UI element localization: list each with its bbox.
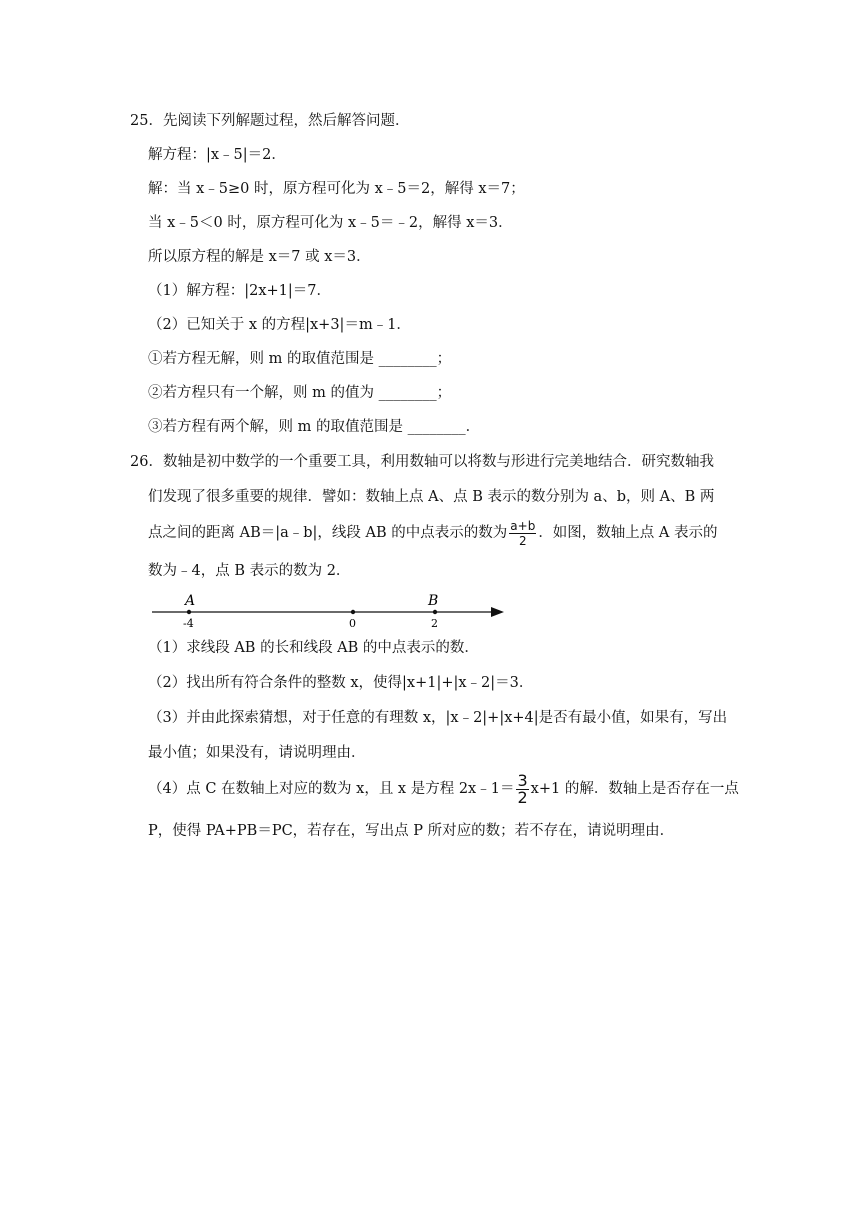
tick-label-a: -4 [183,617,194,630]
q26-part-1: （1）求线段 AB 的长和线段 AB 的中点表示的数． [148,640,479,656]
tick-label-b: 2 [431,617,438,630]
q26-part-3-line-1: （3）并由此探索猜想，对于任意的有理数 x，|x﹣2|+|x+4|是否有最小值，如果有，写出 [148,710,728,726]
point-b-dot [433,610,437,614]
q25-solution-line-2: 当 x﹣5＜0 时，原方程可化为 x﹣5＝﹣2，解得 x＝3． [148,215,513,231]
point-a-dot [187,610,191,614]
q26-line-3-text-b: ．如图，数轴上点 A 表示的 [538,525,718,541]
point-b-label: B [428,593,439,609]
origin-dot [351,610,355,614]
fraction-a-plus-b-over-2 [509,519,536,548]
tick-label-origin: 0 [349,617,356,630]
q26-part-4-line-1 [148,772,739,806]
fraction-denominator: 2 [509,533,536,548]
q26-part-3-line-2: 最小值；如果没有，请说明理由． [148,745,366,761]
number-line-figure [148,590,508,630]
q25-equation: 解方程：|x﹣5|＝2． [148,147,286,163]
fraction-numerator: 3 [517,770,528,790]
fraction-3-over-2 [516,770,528,807]
q26-part-4-text-a: （4）点 C 在数轴上对应的数为 x，且 x 是方程 2x﹣1＝ [148,781,515,797]
fraction-numerator: a+b [510,518,536,533]
q25-sub-3: ③若方程有两个解，则 m 的取值范围是 ________． [148,419,481,435]
q25-part-2: （2）已知关于 x 的方程|x+3|＝m﹣1． [148,317,411,333]
q26-line-2: 们发现了很多重要的规律．譬如：数轴上点 A、点 B 表示的数分别为 a、b，则 A、B 两 [148,489,715,505]
point-a-label: A [185,593,196,609]
fraction-denominator: 2 [517,787,528,807]
q26-line-3-text-a: 点之间的距离 AB＝|a﹣b|，线段 AB 的中点表示的数为 [148,525,508,541]
q26-part-4-line-2: P，使得 PA+PB＝PC，若存在，写出点 P 所对应的数；若不存在，请说明理由． [148,823,675,839]
q26-part-4-text-b: x+1 的解．数轴上是否存在一点 [530,781,739,797]
q25-sub-1: ①若方程无解，则 m 的取值范围是 ________； [148,351,452,367]
q26-line-4: 数为﹣4，点 B 表示的数为 2． [148,563,351,579]
q25-part-1: （1）解方程：|2x+1|＝7． [148,283,331,299]
q25-solution-line-1: 解：当 x﹣5≥0 时，原方程可化为 x﹣5＝2，解得 x＝7； [148,181,525,197]
q25-solution-line-3: 所以原方程的解是 x＝7 或 x＝3． [148,249,371,265]
q26-part-2: （2）找出所有符合条件的整数 x，使得|x+1|+|x﹣2|＝3． [148,675,534,691]
q25-intro: 25．先阅读下列解题过程，然后解答问题． [130,113,410,129]
q26-line-1: 26．数轴是初中数学的一个重要工具，利用数轴可以将数与形进行完美地结合．研究数轴我 [130,454,714,470]
q26-line-3 [148,518,718,548]
q25-sub-2: ②若方程只有一个解，则 m 的值为 ________； [148,385,452,401]
number-line-arrow [491,607,504,617]
